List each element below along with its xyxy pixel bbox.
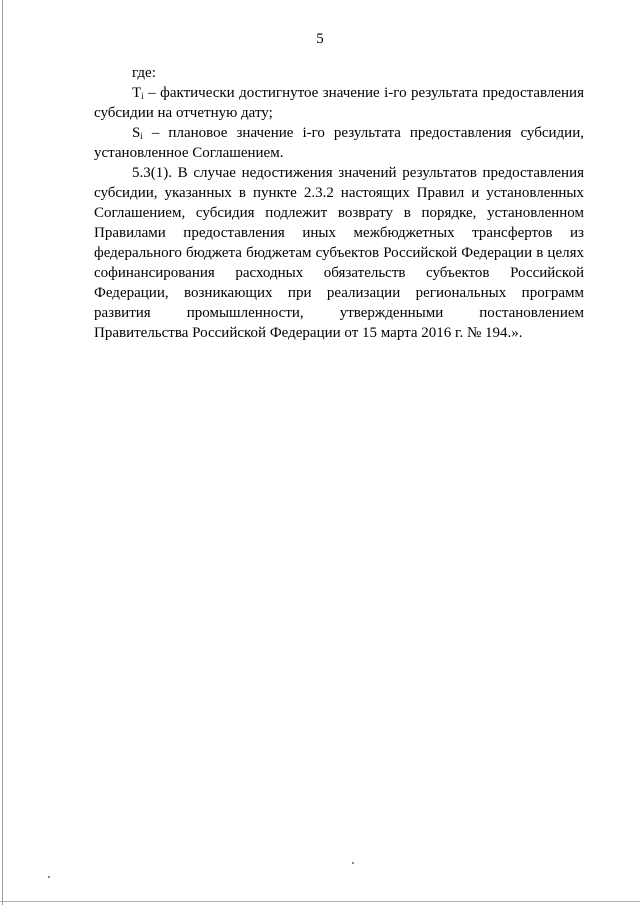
scan-left-edge bbox=[2, 0, 3, 905]
s-symbol: S bbox=[132, 125, 141, 141]
s-definition-paragraph bbox=[94, 123, 584, 163]
where-label-text: где: bbox=[132, 65, 156, 81]
clause-5-3-1: 5.3(1). В случае недостижения значений результатов предоставления субсидии, указанных в пункте 2.3.2 настоящих Правил и установленных Соглашением, субсидия подлежит возврату в порядке, установленном Правилами предоставления иных межбюджетных трансфертов из федерального бюджета бюджетам субъектов Российской Федерации в целях софинансирования расходных обязательств субъектов Российской Федерации, возникающих при реализации региональных программ развития промышленности, утвержденными постановлением Правительства Российской Федерации от 15 марта 2016 г. № 194.». bbox=[94, 165, 584, 341]
where-label bbox=[94, 63, 584, 83]
document-body bbox=[94, 63, 584, 343]
t-definition-paragraph bbox=[94, 83, 584, 123]
t-definition-text: – фактически достигнутое значение i-го результата предоставления субсидии на отчетную дату; bbox=[94, 85, 584, 121]
scan-bottom-edge bbox=[0, 901, 640, 902]
scan-speck bbox=[352, 862, 354, 864]
t-symbol: T bbox=[132, 85, 142, 101]
scan-speck bbox=[48, 876, 50, 878]
s-subscript: i bbox=[140, 131, 143, 141]
t-subscript: i bbox=[141, 91, 144, 101]
page-number: 5 bbox=[316, 31, 324, 47]
s-definition-text: – плановое значение i-го результата предоставления субсидии, установленное Соглашением. bbox=[94, 125, 584, 161]
